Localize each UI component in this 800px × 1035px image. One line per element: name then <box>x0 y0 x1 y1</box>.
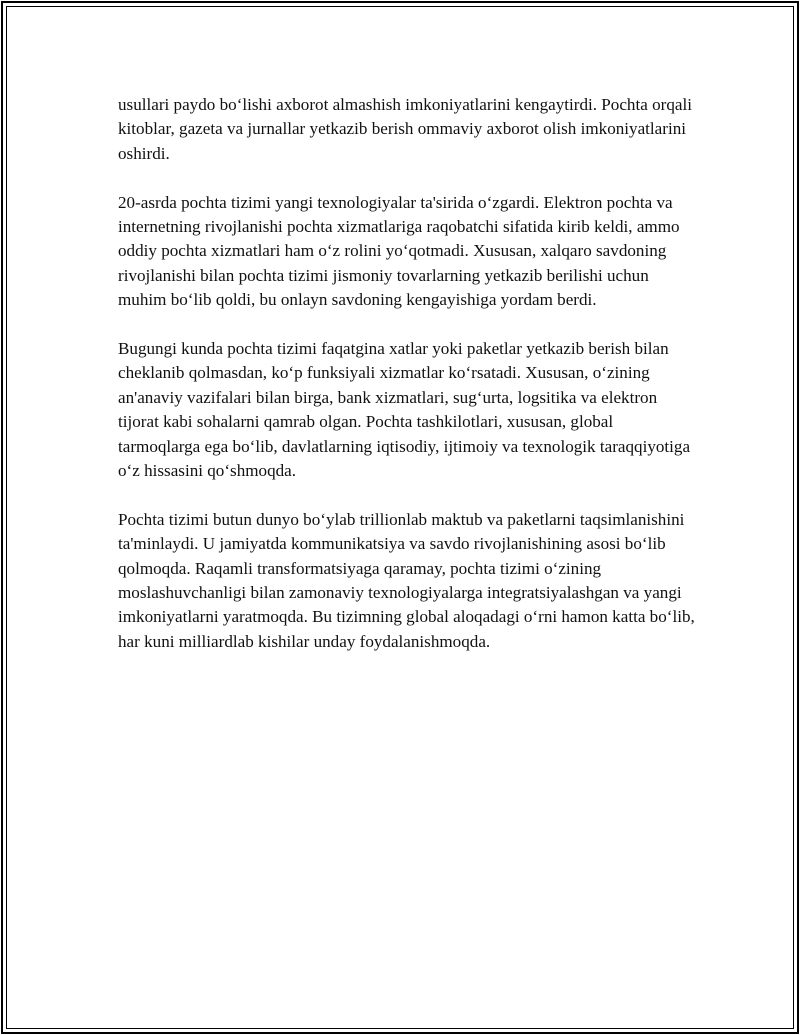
paragraph: Pochta tizimi butun dunyo bo‘ylab trillionlab maktub va paketlarni taqsimlanishini ta'minlaydi. U jamiyatda kommunikatsiya va savdo rivojlanishining asosi bo‘lib qolmoqda. Raqamli transformatsiyaga qaramay, pochta tizimi o‘zining moslashuvchanligi bilan zamonaviy texnologiyalarga integratsiyalashgan va yangi imkoniyatlarni yaratmoqda. Bu tizimning global aloqadagi o‘rni hamon katta bo‘lib, har kuni milliardlab kishilar unday foydalanishmoqda. <box>118 509 695 651</box>
paragraph: 20-asrda pochta tizimi yangi texnologiyalar ta'sirida o‘zgardi. Elektron pochta va internetning rivojlanishi pochta xizmatlariga raqobatchi sifatida kirib keldi, ammo oddiy pochta xizmatlari ham o‘z rolini yo‘qotmadi. Xususan, xalqaro savdoning rivojlanishi bilan pochta tizimi jismoniy tovarlarning yetkazib berilishi uchun muhim bo‘lib qoldi, bu onlayn savdoning kengayishiga yordam berdi. <box>118 192 680 310</box>
paragraph: Bugungi kunda pochta tizimi faqatgina xatlar yoki paketlar yetkazib berish bilan cheklanib qolmasdan, ko‘p funksiyali xizmatlar ko‘rsatadi. Xususan, o‘zining an'anaviy vazifalari bilan birga, bank xizmatlari, sug‘urta, logsitika va elektron tijorat kabi sohalarni qamrab olgan. Pochta tashkilotlari, xususan, global tarmoqlarga ega bo‘lib, davlatlarning iqtisodiy, ijtimoiy va texnologik taraqqiyotiga o‘z hissasini qo‘shmoqda. <box>118 339 691 481</box>
paragraph: usullari paydo bo‘lishi axborot almashish imkoniyatlarini kengaytirdi. Pochta orqali kitoblar, gazeta va jurnallar yetkazib berish ommaviy axborot olish imkoniyatlarini oshirdi. <box>118 95 692 163</box>
document-body <box>118 93 698 679</box>
